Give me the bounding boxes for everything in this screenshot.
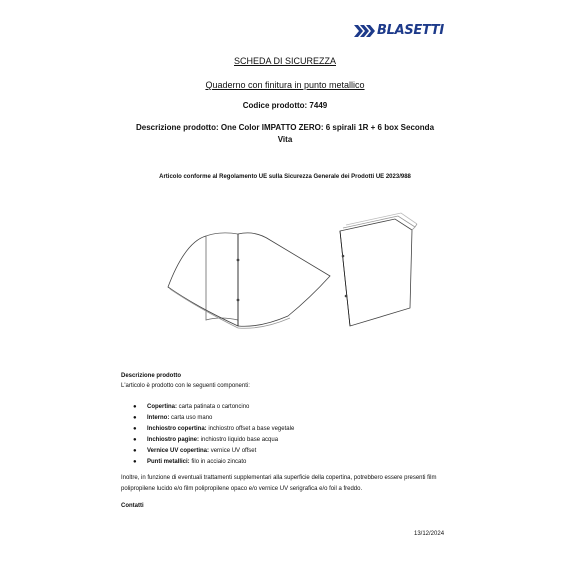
component-value: inchiostro offset a base vegetale	[206, 426, 295, 432]
component-value: vernice UV offset	[209, 448, 257, 454]
component-value: carta patinata o cartoncino	[177, 404, 250, 410]
component-label: Copertina:	[147, 404, 177, 410]
component-label: Inchiostro copertina:	[147, 426, 207, 432]
list-item	[133, 436, 294, 447]
component-label: Vernice UV copertina:	[147, 448, 210, 454]
bullet-icon: ●	[133, 415, 137, 421]
list-item	[133, 403, 294, 414]
bullet-icon: ●	[133, 437, 137, 443]
bullet-icon: ●	[133, 426, 137, 432]
component-value: inchiostro liquido base acqua	[199, 437, 279, 443]
regulation-statement: Articolo conforme al Regolamento UE sulla Sicurezza Generale dei Prodotti UE 2023/988	[159, 174, 411, 180]
section-intro: L'articolo è prodotto con le seguenti componenti:	[121, 383, 250, 389]
list-item	[133, 414, 294, 425]
bullet-icon: ●	[133, 448, 137, 454]
product-type: Quaderno con finitura in punto metallico	[205, 80, 365, 90]
list-item	[133, 458, 294, 469]
component-label: Inchiostro pagine:	[147, 437, 200, 443]
document-title: SCHEDA DI SICUREZZA	[233, 56, 336, 66]
section-title-description: Descrizione prodotto	[121, 373, 182, 379]
bullet-icon: ●	[133, 459, 137, 465]
product-code: Codice prodotto: 7449	[242, 101, 328, 110]
contacts-heading: Contatti	[121, 503, 144, 509]
bullet-icon: ●	[133, 404, 137, 410]
components-list	[133, 403, 294, 469]
component-value: filo in acciaio zincato	[189, 459, 247, 465]
closed-notebook-icon	[340, 213, 417, 326]
open-notebook-icon	[168, 233, 330, 328]
brand-logo	[354, 24, 444, 38]
component-value: carta uso mano	[169, 415, 213, 421]
notebook-illustration	[160, 208, 420, 338]
list-item	[133, 447, 294, 458]
component-label: Interno:	[147, 415, 170, 421]
brand-name: BLASETTI	[377, 23, 444, 38]
list-item	[133, 425, 294, 436]
document-date: 13/12/2024	[414, 531, 445, 537]
logo-chevrons-icon	[354, 25, 376, 37]
surface-treatment-note: Inoltre, in funzione di eventuali trattamenti supplementari alla superficie della copertina, potrebbero essere presenti film polipropilene lucido e/o film polipropilene opaco e/o vernice UV serigrafica e/o foil a freddo.	[121, 475, 437, 492]
component-label: Punti metallici:	[147, 459, 190, 465]
product-description: Descrizione prodotto: One Color IMPATTO ZERO: 6 spirali 1R + 6 box Seconda Vita	[135, 123, 435, 144]
